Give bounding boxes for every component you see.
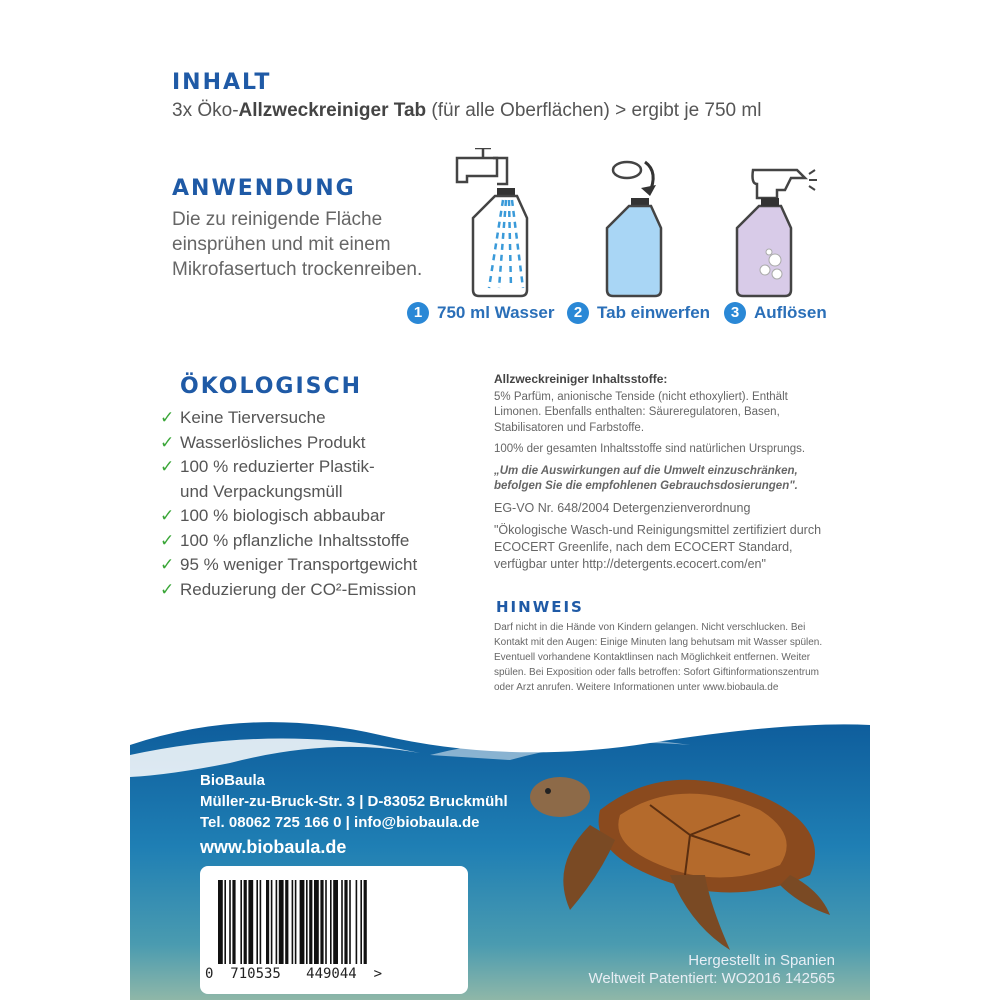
inhalt-heading: INHALT	[172, 70, 272, 95]
barcode-bar	[306, 880, 308, 964]
bottle-water-icon	[473, 188, 527, 296]
patent-text: Weltweit Patentiert: WO2016 142565	[588, 970, 835, 987]
spray-bottle-icon	[737, 170, 817, 296]
barcode-bar	[285, 880, 288, 964]
list-item: ✓ 95 % weniger Transportgewicht	[160, 553, 417, 578]
barcode-bar	[218, 880, 223, 964]
anwendung-line: Mikrofasertuch trockenreiben.	[172, 259, 423, 280]
checkmark-icon: ✓	[160, 457, 175, 476]
step-number: 2	[567, 302, 589, 324]
faucet-icon	[457, 148, 507, 184]
hinweis-text: Darf nicht in die Hände von Kindern gelangen. Nicht verschlucken. Bei Kontakt mit den Augen: Einige Minuten lang behutsam mit Wasser spülen. Eventuell vorhandene Kontaktlinsen nach Möglichkeit entfernen. Weiter spülen. Bei Exposition oder falls betroffen: Sofort Giftinformationszentrum oder Arzt anrufen. Weitere Informationen unter www.biobaula.de	[494, 622, 823, 693]
barcode-number: 0 710535 449044 >	[205, 966, 383, 982]
barcode-bar	[271, 880, 273, 964]
list-item: ✓ Reduzierung der CO²-Emission	[160, 578, 417, 603]
usage-illustrations	[445, 148, 845, 300]
content-line	[172, 100, 761, 122]
barcode-bar	[260, 880, 262, 964]
ingredients-text: 5% Parfüm, anionische Tenside (nicht ethoxyliert). Enthält Limonen. Ebenfalls enthalten: Säureregulatoren, Basen, Stabilisatoren und Farbstoffe.	[494, 390, 788, 434]
checkmark-icon: ✓	[160, 408, 175, 427]
checkmark-icon: ✓	[160, 530, 175, 550]
list-item: ✓ 100 % pflanzliche Inhaltsstoffe	[160, 529, 417, 554]
content-product: Allzweckreiniger Tab	[238, 100, 427, 121]
barcode-bar	[224, 880, 226, 964]
barcode-bar	[295, 880, 297, 964]
checkmark-icon: ✓	[160, 555, 175, 574]
barcode-bar	[341, 880, 343, 964]
checkmark-icon: ✓	[160, 506, 175, 525]
step-label: 750 ml Wasser	[437, 303, 555, 322]
content-prefix: 3x Öko-	[172, 100, 239, 121]
company-name: BioBaula	[200, 772, 266, 789]
ingredients-origin: 100% der gesamten Inhaltsstoffe sind natürlichen Ursprungs.	[494, 443, 806, 455]
barcode-bar	[266, 880, 269, 964]
barcode-bar	[333, 880, 338, 964]
anwendung-line: einsprühen und mit einem	[172, 234, 391, 255]
anwendung-heading: ANWENDUNG	[172, 176, 356, 201]
barcode-bar	[229, 880, 231, 964]
barcode-bar	[330, 880, 332, 964]
barcode-bar	[309, 880, 312, 964]
step-number: 3	[724, 302, 746, 324]
step-1	[407, 302, 555, 324]
checkmark-icon: ✓	[160, 432, 175, 452]
barcode-bar	[314, 880, 319, 964]
barcode-bar	[364, 880, 367, 964]
tab-drop-icon	[613, 162, 656, 196]
barcode-bar	[276, 880, 278, 964]
barcode-bar	[256, 880, 258, 964]
barcode-bar	[292, 880, 294, 964]
list-item: und Verpackungsmüll	[180, 481, 343, 501]
company-address	[200, 770, 508, 858]
barcode-bar	[356, 880, 358, 964]
company-street: Müller-zu-Bruck-Str. 3 | D-83052 Bruckmühl	[200, 793, 508, 810]
hinweis-heading: HINWEIS	[496, 598, 584, 616]
list-item: ✓ Wasserlösliches Produkt	[160, 431, 417, 456]
barcode	[218, 880, 448, 964]
regulation-text: EG-VO Nr. 648/2004 Detergenzienverordnung	[494, 500, 751, 515]
barcode-bar	[240, 880, 242, 964]
step-label: Tab einwerfen	[597, 303, 711, 322]
anwendung-line: Die zu reinigende Fläche	[172, 209, 383, 230]
oekologisch-heading: ÖKOLOGISCH	[180, 374, 363, 399]
barcode-bar	[248, 880, 253, 964]
anwendung-text	[172, 207, 472, 282]
list-item: ✓ Keine Tierversuche	[160, 406, 417, 431]
barcode-bar	[279, 880, 284, 964]
ingredients-block	[494, 372, 824, 579]
list-item: ✓ 100 % biologisch abbaubar	[160, 504, 417, 529]
eco-benefits-list	[160, 406, 417, 602]
step-label: Auflösen	[754, 303, 827, 322]
list-item: ✓ 100 % reduzierter Plastik-	[160, 455, 417, 480]
certification-text: "Ökologische Wasch-und Reinigungsmittel zertifiziert durch ECOCERT Greenlife, nach dem ECOCERT Standard, verfügbar unter http://detergents.ecocert.com/en"	[494, 523, 822, 571]
company-contact: Tel. 08062 725 166 0 | info@biobaula.de	[200, 814, 480, 831]
dosage-quote: „Um die Auswirkungen auf die Umwelt einzuschränken, befolgen Sie die empfohlenen Gebrauchsdosierungen".	[494, 464, 798, 492]
checkmark-icon: ✓	[160, 579, 175, 599]
barcode-bar	[232, 880, 235, 964]
barcode-bar	[300, 880, 305, 964]
barcode-bar	[360, 880, 362, 964]
step-3	[724, 302, 827, 324]
bottle-fill-icon	[607, 198, 661, 296]
step-number: 1	[407, 302, 429, 324]
barcode-bar	[344, 880, 347, 964]
barcode-bar	[244, 880, 247, 964]
made-in-text: Hergestellt in Spanien	[688, 952, 835, 969]
barcode-bar	[325, 880, 327, 964]
barcode-bar	[349, 880, 351, 964]
step-2	[567, 302, 710, 324]
barcode-bar	[320, 880, 323, 964]
ingredients-title: Allzweckreiniger Inhaltsstoffe:	[494, 372, 668, 386]
company-website: www.biobaula.de	[200, 837, 347, 857]
content-suffix: (für alle Oberflächen) > ergibt je 750 ml	[426, 100, 762, 121]
made-in-footer	[560, 952, 835, 988]
